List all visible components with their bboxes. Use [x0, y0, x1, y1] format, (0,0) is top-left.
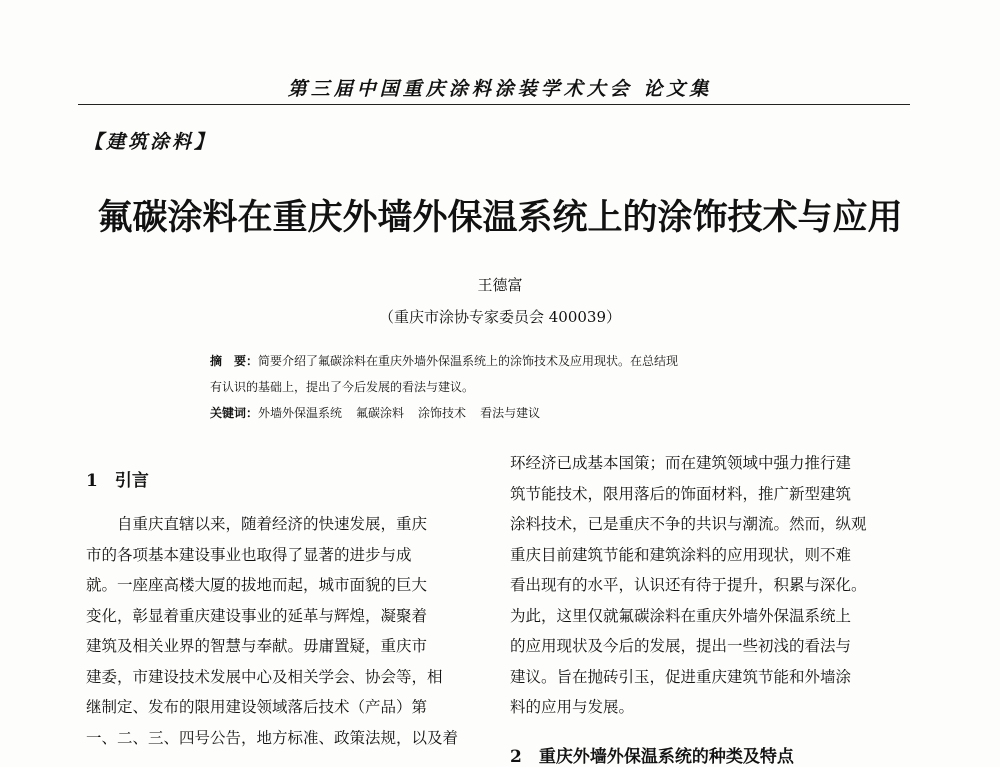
abstract-label: 摘 要： [210, 354, 259, 368]
author-affiliation: （重庆市涂协专家委员会 400039） [378, 308, 622, 326]
text-line: 继制定、发布的限用建设领域落后技术（产品）第 [86, 698, 428, 716]
text-line: 变化，彰显着重庆建设事业的延革与辉煌，凝聚着 [86, 606, 428, 625]
text-line: 市的各项基本建设事业也取得了显著的进步与成 [86, 545, 412, 564]
text-line: 筑节能技术，限用落后的饰面材料，推广新型建筑 [510, 484, 852, 503]
keyword: 涂饰技术 [418, 406, 467, 420]
text-line: 建委，市建设技术发展中心及相关学会、协会等，相 [86, 667, 443, 686]
section-heading-2: 2 重庆外墙外保温系统的种类及特点 [510, 747, 794, 767]
text-line: 料的应用与发展。 [510, 698, 635, 716]
abstract-line-2: 有认识的基础上，提出了今后发展的看法与建议。 [210, 380, 475, 394]
text-line: 一、二、三、四号公告，地方标准、政策法规，以及着 [86, 728, 459, 747]
abstract-text-1: 简要介绍了氟碳涂料在重庆外墙外保温系统上的涂饰技术及应用现状。在总结现 [258, 354, 679, 368]
text-line: 建议。旨在抛砖引玉，促进重庆建筑节能和外墙涂 [510, 667, 852, 686]
keyword: 氟碳涂料 [356, 406, 405, 420]
running-header: 第三届中国重庆涂料涂装学术大会 论文集 [287, 78, 713, 100]
text-line: 建筑及相关业界的智慧与奉献。毋庸置疑，重庆市 [86, 637, 428, 655]
text-line: 看出现有的水平，认识还有待于提升，积累与深化。 [510, 576, 867, 594]
author-name: 王德富 [477, 276, 523, 294]
section-heading-1: 1 引言 [86, 471, 149, 491]
header-rule [78, 104, 910, 105]
text-line: 为此，这里仅就氟碳涂料在重庆外墙外保温系统上 [510, 606, 852, 625]
left-column-text [86, 509, 480, 753]
keywords-label: 关键词： [210, 406, 259, 420]
abstract-block [210, 348, 810, 426]
keywords-line [210, 400, 810, 426]
text-line: 涂料技术，已是重庆不争的共识与潮流。然而，纵观 [510, 515, 867, 533]
text-line: 环经济已成基本国策；而在建筑领域中强力推行建 [510, 454, 852, 472]
text-line: 重庆目前建筑节能和建筑涂料的应用现状，则不难 [510, 545, 852, 564]
right-column-text [510, 448, 908, 723]
text-line: 就。一座座高楼大厦的拔地而起，城市面貌的巨大 [86, 576, 428, 594]
abstract-line-1 [210, 348, 810, 374]
section-tag: 【建筑涂料】 [84, 131, 217, 153]
keyword: 外墙外保温系统 [258, 406, 343, 420]
paper-title: 氟碳涂料在重庆外墙外保温系统上的涂饰技术与应用 [97, 197, 903, 238]
text-line: 的应用现状及今后的发展，提出一些初浅的看法与 [510, 637, 852, 655]
text-line: 自重庆直辖以来，随着经济的快速发展，重庆 [117, 515, 428, 533]
keyword: 看法与建议 [480, 406, 541, 420]
